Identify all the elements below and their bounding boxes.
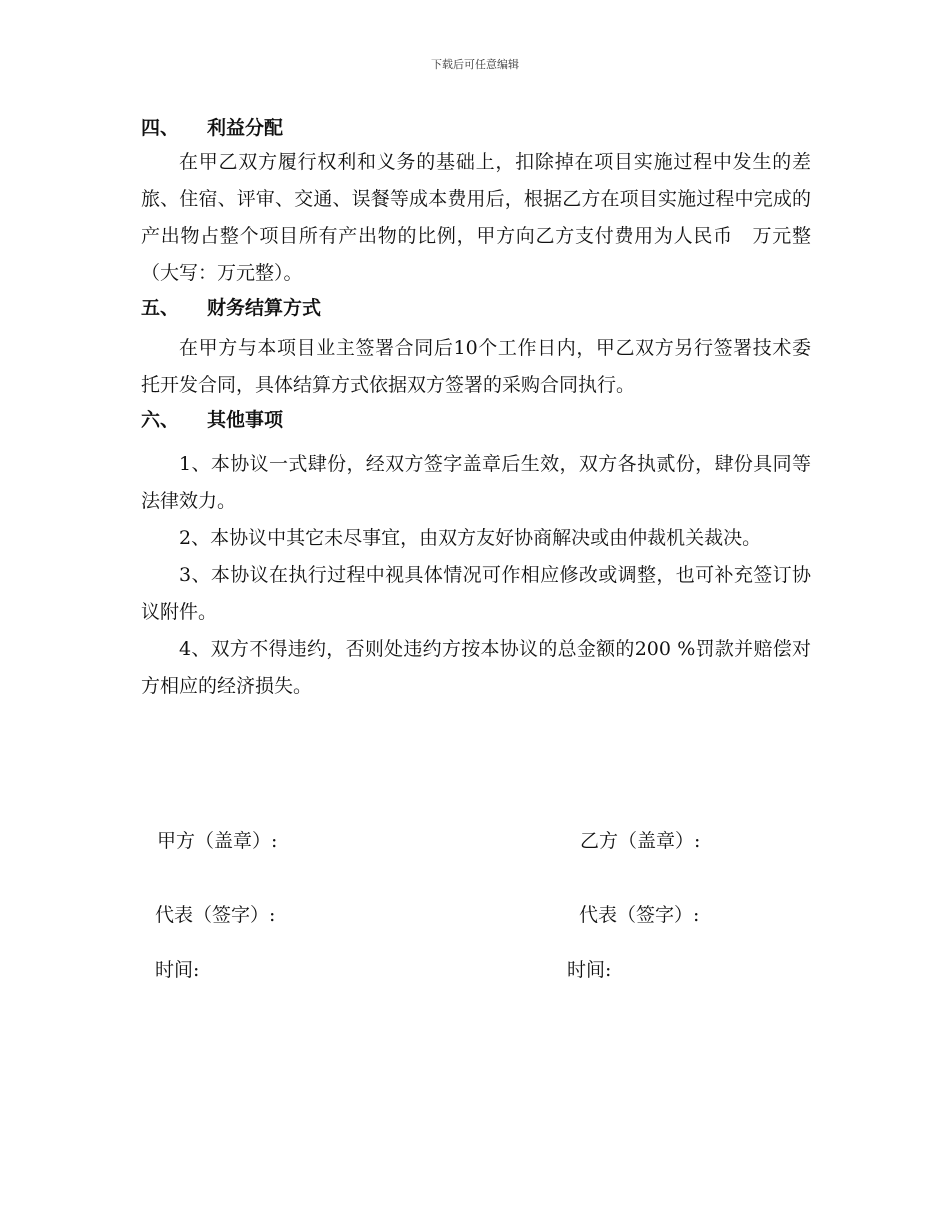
section-paragraph: 在甲方与本项目业主签署合同后10个工作日内，甲乙双方另行签署技术委托开发合同，具体结算方式依据双方签署的采购合同执行。: [141, 337, 811, 396]
section-number: 四、: [141, 117, 180, 139]
clause-item: 2、本协议中其它未尽事宜，由双方友好协商解决或由仲裁机关裁决。: [179, 527, 762, 549]
party-b-seal-label: 乙方（盖章）:: [580, 830, 701, 852]
section-title: 财务结算方式: [207, 297, 322, 319]
section-heading-profit-distribution: [141, 112, 811, 144]
party-b-representative-label: 代表（签字）:: [579, 904, 700, 926]
header-note: 下载后可任意编辑: [431, 58, 519, 71]
section-heading-other-matters: [141, 404, 811, 436]
party-a-time-label: 时间:: [155, 959, 200, 981]
section-title: 其他事项: [207, 409, 284, 431]
party-a-representative-label: 代表（签字）:: [155, 904, 276, 926]
section-heading-settlement: [141, 292, 811, 324]
party-a-seal-label: 甲方（盖章）:: [157, 830, 278, 852]
section-paragraph: 在甲乙双方履行权利和义务的基础上，扣除掉在项目实施过程中发生的差旅、住宿、评审、交通、误餐等成本费用后，根据乙方在项目实施过程中完成的产出物占整个项目所有产出物的比例，甲方向乙方支付费用为人民币 万元整（大写：万元整）。: [141, 151, 811, 284]
document-body: [141, 112, 811, 705]
clause-item: 3、本协议在执行过程中视具体情况可作相应修改或调整，也可补充签订协议附件。: [141, 564, 811, 623]
section-number: 五、: [141, 297, 180, 319]
clause-item: 1、本协议一式肆份，经双方签字盖章后生效，双方各执贰份，肆份具同等法律效力。: [141, 453, 811, 512]
clause-item: 4、双方不得违约，否则处违约方按本协议的总金额的200 %罚款并赔偿对方相应的经济损失。: [141, 638, 811, 697]
section-title: 利益分配: [207, 117, 284, 139]
party-b-time-label: 时间:: [567, 959, 612, 981]
section-number: 六、: [141, 409, 180, 431]
